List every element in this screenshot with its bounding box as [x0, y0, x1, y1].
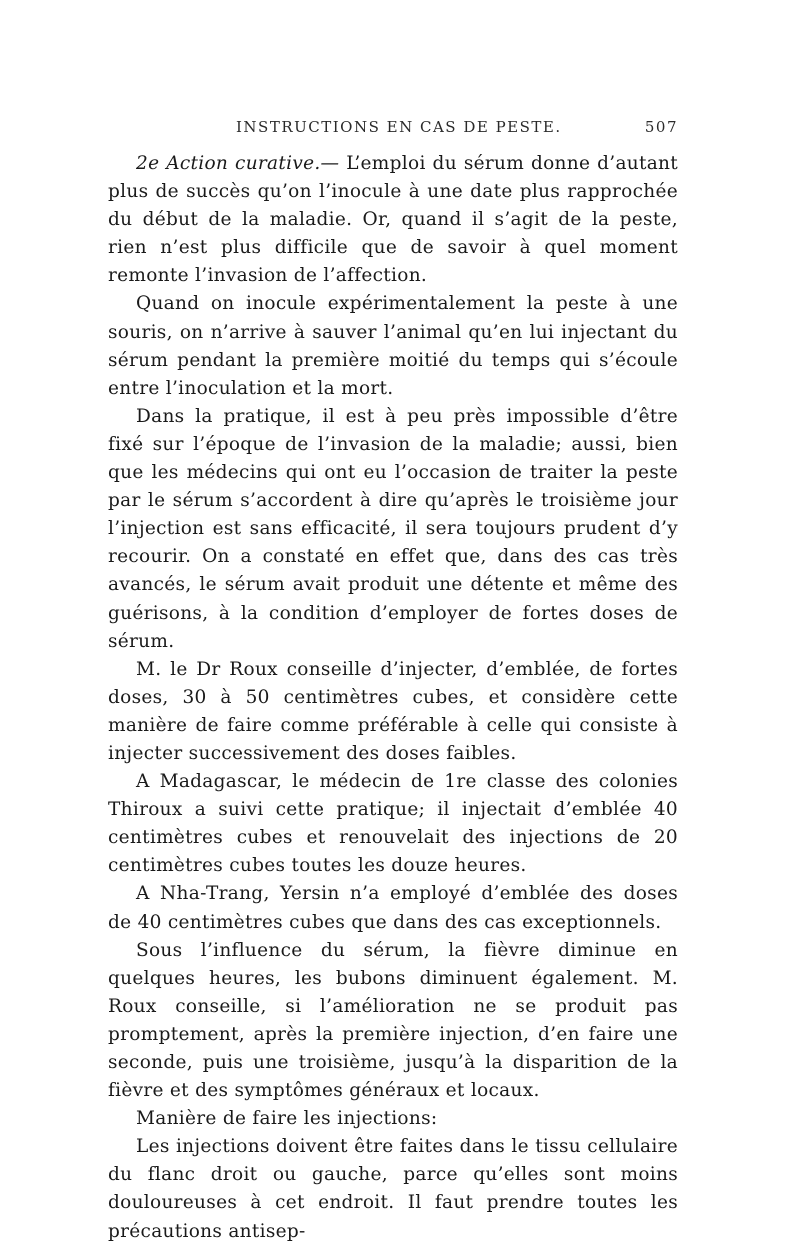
paragraph-subheading: Manière de faire les injections: — [136, 1108, 438, 1130]
paragraph-text: L’emploi du sérum donne d’autant plus de succès qu’on l’inocule à une date plus rapprochée du début de la maladie. Or, quand il s’agit de la peste, rien n’est plus difficile que de savoir à quel moment remonte l’invasion de l’affection. — [108, 153, 678, 287]
paragraph: Dans la pratique, il est à peu près impossible d’être fixé sur l’époque de l’invasion de la maladie; aussi, bien que les médecins qui ont eu l’occasion de traiter la peste par le sérum s’accordent à dire qu’après le troisième jour l’injection est sans efficacité, il sera toujours prudent d’y recourir. On a constaté en effet que, dans des cas très avancés, le sérum avait produit une détente et même des guérisons, à la condition d’employer de fortes doses de sérum. — [108, 405, 678, 652]
running-head-title: INSTRUCTIONS EN CAS DE PESTE. — [236, 118, 562, 136]
paragraph: Sous l’influence du sérum, la fièvre diminue en quelques heures, les bubons diminuent également. M. Roux conseille, si l’amélioration ne se produit pas promptement, après la première injection, d’en faire une seconde, puis une troisième, jusqu’à la disparition de la fièvre et des symptômes généraux et locaux. — [108, 939, 678, 1102]
paragraph: A Nha-Trang, Yersin n’a employé d’emblée des doses de 40 centimètres cubes que dans des cas exceptionnels. — [108, 883, 678, 933]
paragraph: Quand on inocule expérimentalement la peste à une souris, on n’arrive à sauver l’animal qu’en lui injectant du sérum pendant la première moitié du temps qui s’écoule entre l’inoculation et la mort. — [108, 293, 678, 399]
paragraph: M. le Dr Roux conseille d’injecter, d’emblée, de fortes doses, 30 à 50 centimètres cubes, et considère cette manière de faire comme préférable à celle qui consiste à injecter successivement des doses faibles. — [108, 658, 678, 764]
paragraph: A Madagascar, le médecin de 1re classe des colonies Thiroux a suivi cette pratique; il injectait d’emblée 40 centimètres cubes et renouvelait des injections de 20 centimètres cubes toutes les douze heures. — [108, 771, 678, 877]
paragraph-action-curative — [108, 150, 678, 290]
running-head — [108, 118, 678, 144]
book-page — [108, 118, 678, 1246]
paragraph: Les injections doivent être faites dans le tissu cellulaire du flanc droit ou gauche, parce qu’elles sont moins douloureuses à cet endroit. Il faut prendre toutes les précautions antisep- — [108, 1136, 678, 1242]
page-number: 507 — [644, 118, 678, 136]
body-text — [108, 150, 678, 1246]
section-lead: 2e Action curative.— — [136, 153, 340, 174]
